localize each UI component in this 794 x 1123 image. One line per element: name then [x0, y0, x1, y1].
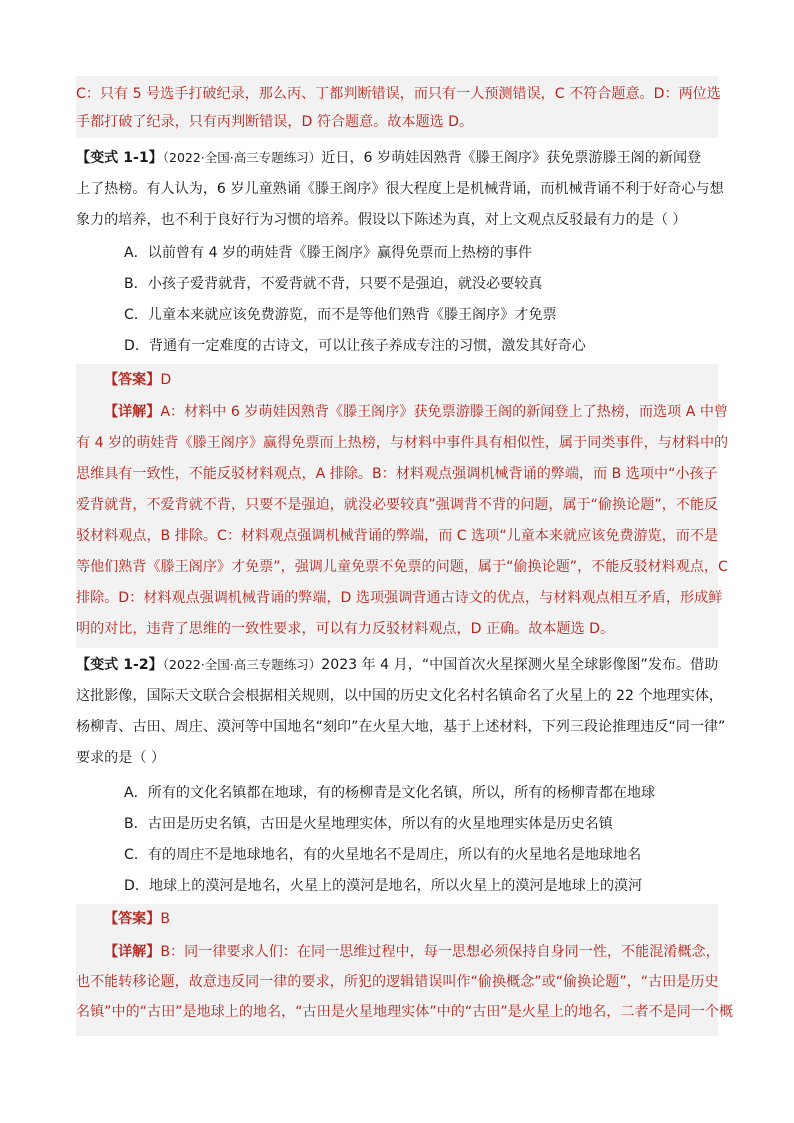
- answer-detail-1-2: [76, 904, 734, 1036]
- question-stem-line: 象力的培养，也不利于良好行为习惯的培养。假设以下陈述为真，对上文观点反驳最有力的是（ ）: [76, 212, 687, 228]
- detail-line: 思维具有一致性，不能反驳材料观点，A 排除。B：材料观点强调机械背诵的弊端，而 B 选项中“小孩子: [76, 466, 718, 482]
- detail-text: B：同一律要求人们：在同一思维过程中，每一思想必须保持自身同一性，不能混淆概念，: [160, 944, 720, 960]
- question-stem-line: 上了热榜。有人认为，6 岁儿童熟诵《滕王阁序》很大程度上是机械背诵，而机械背诵不利于好奇心与想: [76, 181, 724, 197]
- option-d: D．背通有一定难度的古诗文，可以让孩子养成专注的习惯，激发其好奇心: [124, 338, 586, 354]
- detail-line: 爱背就背，不爱背就不背，只要不是强迫，就没必要较真”强调背不背的问题，属于“偷换论题”，不能反: [76, 497, 719, 513]
- detail-line: 驳材料观点，B 排除。C：材料观点强调机械背诵的弊端，而 C 选项“儿童本来就应该免费游览，而不是: [76, 528, 719, 544]
- question-source: （2022·全国·高三专题练习）: [162, 657, 322, 672]
- answer-detail-1-1: [76, 364, 729, 648]
- option-b: B．小孩子爱背就背，不爱背就不背，只要不是强迫，就没必要较真: [124, 276, 543, 292]
- detail-line: 也不能转移论题，故意违反同一律的要求，所犯的逻辑错误叫作“偷换概念”或“偷换论题”，“古田是历史: [76, 974, 719, 990]
- options-1-1: [76, 240, 718, 366]
- detail-line: 明的对比，违背了思维的一致性要求，可以有力反驳材料观点，D 正确。故本题选 D。: [76, 621, 615, 637]
- option-c: C．儿童本来就应该免费游览，而不是等他们熟背《滕王阁序》才免票: [124, 307, 557, 323]
- question-stem: 2023 年 4 月，“中国首次火星探测火星全球影像图”发布。借助: [321, 657, 719, 673]
- answer-value: B: [160, 911, 171, 927]
- detail-line: 有 4 岁的萌娃背《滕王阁序》赢得免票而上热榜，与材料中事件具有相似性，属于同类事件，与材料中的: [76, 435, 729, 451]
- detail-line: C：只有 5 号选手打破纪录，那么丙、丁都判断错误，而只有一人预测错误，C 不符合题意。D：两位选: [76, 86, 721, 102]
- question-tag: 【变式 1-2】: [76, 657, 163, 673]
- answer-tag: 【答案】: [104, 372, 161, 388]
- question-stem-line: 这批影像，国际天文联合会根据相关规则，以中国的历史文化名村名镇命名了火星上的 22 个地理实体，: [76, 688, 724, 704]
- detail-line: 手都打破了纪录，只有丙判断错误，D 符合题意。故本题选 D。: [76, 114, 474, 130]
- prev-detail-block: [76, 76, 721, 138]
- detail-line: 名镇”中的“古田”是地球上的地名，“古田是火星地理实体”中的“古田”是火星上的地名，二者不是同一个概: [76, 1004, 734, 1020]
- question-1-1: [76, 144, 724, 240]
- detail-tag: 【详解】: [104, 944, 161, 960]
- answer-value: D: [160, 372, 172, 388]
- options-1-2: [76, 780, 718, 904]
- question-1-2: [76, 652, 726, 778]
- question-tag: 【变式 1-1】: [76, 150, 163, 166]
- detail-line: 等他们熟背《滕王阁序》才免票”，强调儿童免票不免票的问题，属于“偷换论题”，不能反驳材料观点，C: [76, 559, 728, 575]
- detail-line: 排除。D：材料观点强调机械背诵的弊端，D 选项强调背通古诗文的优点，与材料观点相互矛盾，形成鲜: [76, 590, 723, 606]
- option-a: A．所有的文化名镇都在地球，有的杨柳青是文化名镇，所以，所有的杨柳青都在地球: [124, 785, 656, 801]
- option-a: A．以前曾有 4 岁的萌娃背《滕王阁序》赢得免票而上热榜的事件: [124, 245, 533, 261]
- question-source: （2022·全国·高三专题练习）: [162, 150, 322, 165]
- option-d: D．地球上的漠河是地名，火星上的漠河是地名，所以火星上的漠河是地球上的漠河: [124, 878, 643, 894]
- detail-tag: 【详解】: [104, 404, 161, 420]
- option-c: C．有的周庄不是地球地名，有的火星地名不是周庄，所以有的火星地名是地球地名: [124, 847, 642, 863]
- option-b: B．古田是历史名镇，古田是火星地理实体，所以有的火星地理实体是历史名镇: [124, 816, 613, 832]
- answer-tag: 【答案】: [104, 911, 161, 927]
- question-stem-line: 杨柳青、古田、周庄、漠河等中国地名“刻印”在火星大地，基于上述材料，下列三段论推理违反“同一律”: [76, 719, 726, 735]
- detail-text: A：材料中 6 岁萌娃因熟背《滕王阁序》获免票游滕王阁的新闻登上了热榜，而选项 A 中曾: [160, 404, 729, 420]
- question-stem-line: 要求的是（ ）: [76, 750, 166, 766]
- question-stem: 近日，6 岁萌娃因熟背《滕王阁序》获免票游滕王阁的新闻登: [321, 150, 702, 166]
